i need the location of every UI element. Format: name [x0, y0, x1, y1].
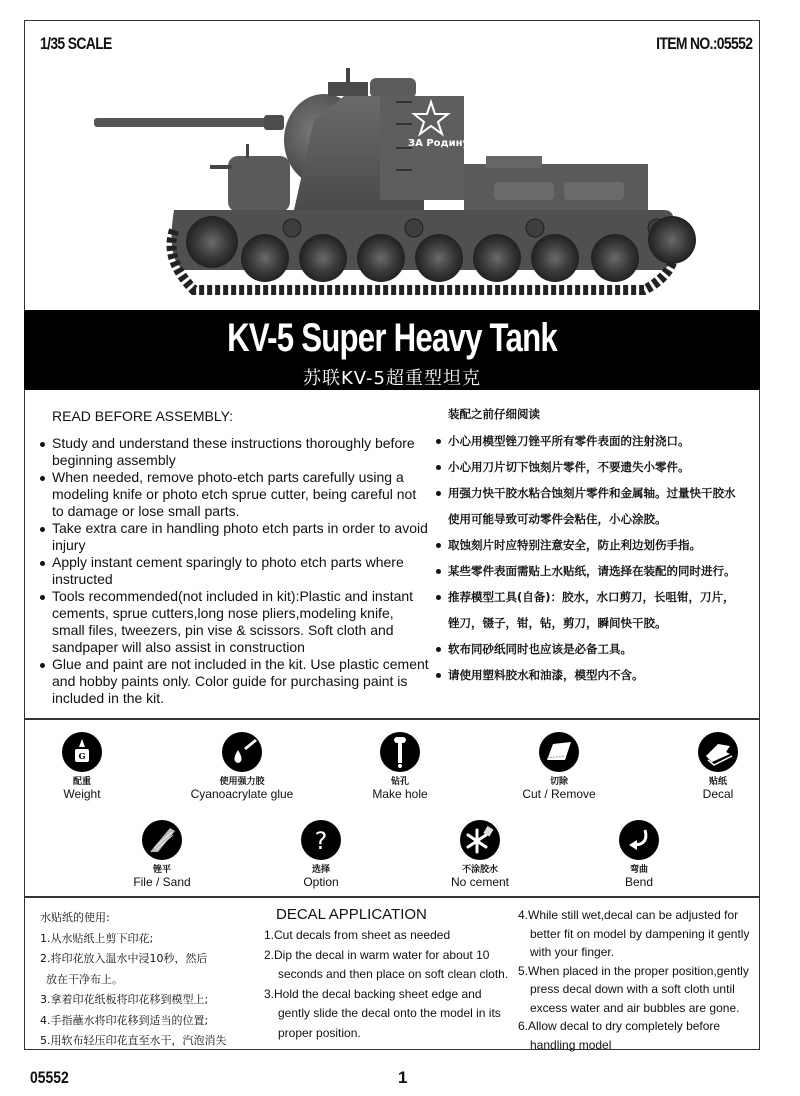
glue-drop-icon	[222, 732, 262, 772]
instruction-item: When needed, remove photo-etch parts carefully using a modeling knife or photo etch sprue cutter, being careful not to damage or lose small parts.	[38, 469, 430, 520]
product-title: KV-5 Super Heavy Tank	[227, 316, 557, 360]
bullet-icon	[436, 491, 441, 496]
product-title-chinese: 苏联KV-5超重型坦克	[302, 368, 481, 389]
bullet-icon	[436, 647, 441, 652]
scale-label: 1/35 SCALE	[40, 34, 112, 53]
svg-text:?: ?	[314, 827, 328, 855]
question-icon	[301, 820, 341, 860]
instruction-item-zh: 软布同砂纸同时也应该是必备工具。	[434, 643, 764, 656]
instruction-item-zh: 请使用塑料胶水和油漆，模型内不含。	[434, 669, 764, 682]
bullet-icon	[40, 527, 45, 532]
instruction-item-zh: 推荐模型工具(自备)：胶水，水口剪刀，长咀钳，刀片， 锉刀，镊子，钳，钻，剪刀，瞬间快干胶。	[434, 591, 764, 630]
bullet-icon	[436, 439, 441, 444]
bullet-icon	[40, 663, 45, 668]
read-before-heading: READ BEFORE ASSEMBLY:	[52, 408, 234, 424]
decal-heading: DECAL APPLICATION	[276, 906, 427, 923]
no-cement-icon	[460, 820, 500, 860]
symbol-glue: 使用强力胶 Cyanoacrylate glue	[162, 732, 322, 801]
header-row	[24, 34, 760, 58]
read-before-heading-chinese: 装配之前仔细阅读	[448, 407, 540, 421]
bullet-icon	[40, 561, 45, 566]
weight-icon	[62, 732, 102, 772]
title-band	[24, 310, 760, 390]
symbol-decal: 贴纸 Decal	[638, 732, 798, 801]
bullet-icon	[436, 543, 441, 548]
symbol-drill: 钻孔 Make hole	[320, 732, 480, 801]
symbol-bend: 弯曲 Bend	[559, 820, 719, 889]
decal-instructions-english-continued: 4.While still wet,decal can be adjusted for better fit on model by dampening it gently with your finger. 5.When placed in the proper position,gently press decal down with a soft cloth until excess water and air bubbles are gone. 6.Allow decal to dry completely before handling model	[518, 908, 750, 1052]
instruction-item: Apply instant cement sparingly to photo etch parts where instructed	[38, 554, 430, 588]
page-number: 1	[398, 1068, 408, 1087]
drill-icon	[380, 732, 420, 772]
svg-text:ЗА Родину: ЗА Родину	[408, 138, 470, 149]
instruction-item: Glue and paint are not included in the kit. Use plastic cement and hobby paints only. Color guide for purchasing paint is included in the kit.	[38, 656, 430, 707]
instruction-item-zh: 小心用刀片切下蚀刻片零件，不要遗失小零件。	[434, 461, 764, 474]
instruction-item: Study and understand these instructions thoroughly before beginning assembly	[38, 435, 430, 469]
instructions-chinese	[434, 408, 764, 695]
instruction-item-zh: 小心用模型锉刀锉平所有零件表面的注射浇口。	[434, 435, 764, 448]
bullet-icon	[436, 673, 441, 678]
svg-text:G: G	[78, 751, 86, 761]
bullet-icon	[436, 595, 441, 600]
bullet-icon	[436, 569, 441, 574]
instructions-english	[38, 408, 430, 707]
instruction-item-zh: 取蚀刻片时应特别注意安全，防止利边划伤手指。	[434, 539, 764, 552]
symbol-legend	[24, 720, 760, 896]
tank-icon	[24, 60, 760, 300]
tank-illustration	[24, 60, 760, 300]
symbol-weight: G 配重 Weight	[2, 732, 162, 801]
instruction-item: Take extra care in handling photo etch parts in order to avoid injury	[38, 520, 430, 554]
symbol-file: 锉平 File / Sand	[82, 820, 242, 889]
decal-application-section	[24, 898, 760, 1050]
item-number: ITEM NO.:05552	[655, 34, 752, 53]
instruction-item: Tools recommended(not included in kit):Plastic and instant cements, sprue cutters,long nose pliers,modeling knife, small files, tweezers, pin vise & scissors. Soft cloth and sandpaper will also assist in construction	[38, 588, 430, 656]
bend-arrow-icon	[619, 820, 659, 860]
cut-blade-icon	[539, 732, 579, 772]
instruction-item-zh: 某些零件表面需贴上水贴纸，请选择在装配的同时进行。	[434, 565, 764, 578]
decal-instructions-chinese: 水贴纸的使用: 1.从水贴纸上剪下印花; 2.将印花放入温水中浸10秒，然后 放在干净布上。 3.拿着印花纸板将印花移到模型上; 4.手指蘸水将印花移到适当的位置; 5.用软布轻压印花直至水干，汽泡消失	[40, 908, 270, 1052]
file-icon	[142, 820, 182, 860]
decal-icon	[698, 732, 738, 772]
bullet-icon	[40, 476, 45, 481]
symbol-option: ? 选择 Option	[241, 820, 401, 889]
read-before-assembly-section	[24, 390, 760, 718]
footer-item-code: 05552	[30, 1068, 69, 1087]
bullet-icon	[40, 595, 45, 600]
symbol-no-cement: 不涂胶水 No cement	[400, 820, 560, 889]
instruction-item-zh: 用强力快干胶水粘合蚀刻片零件和金属轴。过量快干胶水 使用可能导致可动零件会粘住，小心涂胶。	[434, 487, 764, 526]
bullet-icon	[436, 465, 441, 470]
decal-instructions-english: DECAL APPLICATION 1.Cut decals from sheet as needed 2.Dip the decal in warm water for about 10 seconds and then place on soft clean cloth. 3.Hold the decal backing sheet edge and gently slide the decal onto the model in its proper position.	[264, 906, 524, 1043]
decal-heading-chinese: 水贴纸的使用:	[40, 911, 110, 924]
bullet-icon	[40, 442, 45, 447]
symbol-cut: 切除 Cut / Remove	[479, 732, 639, 801]
